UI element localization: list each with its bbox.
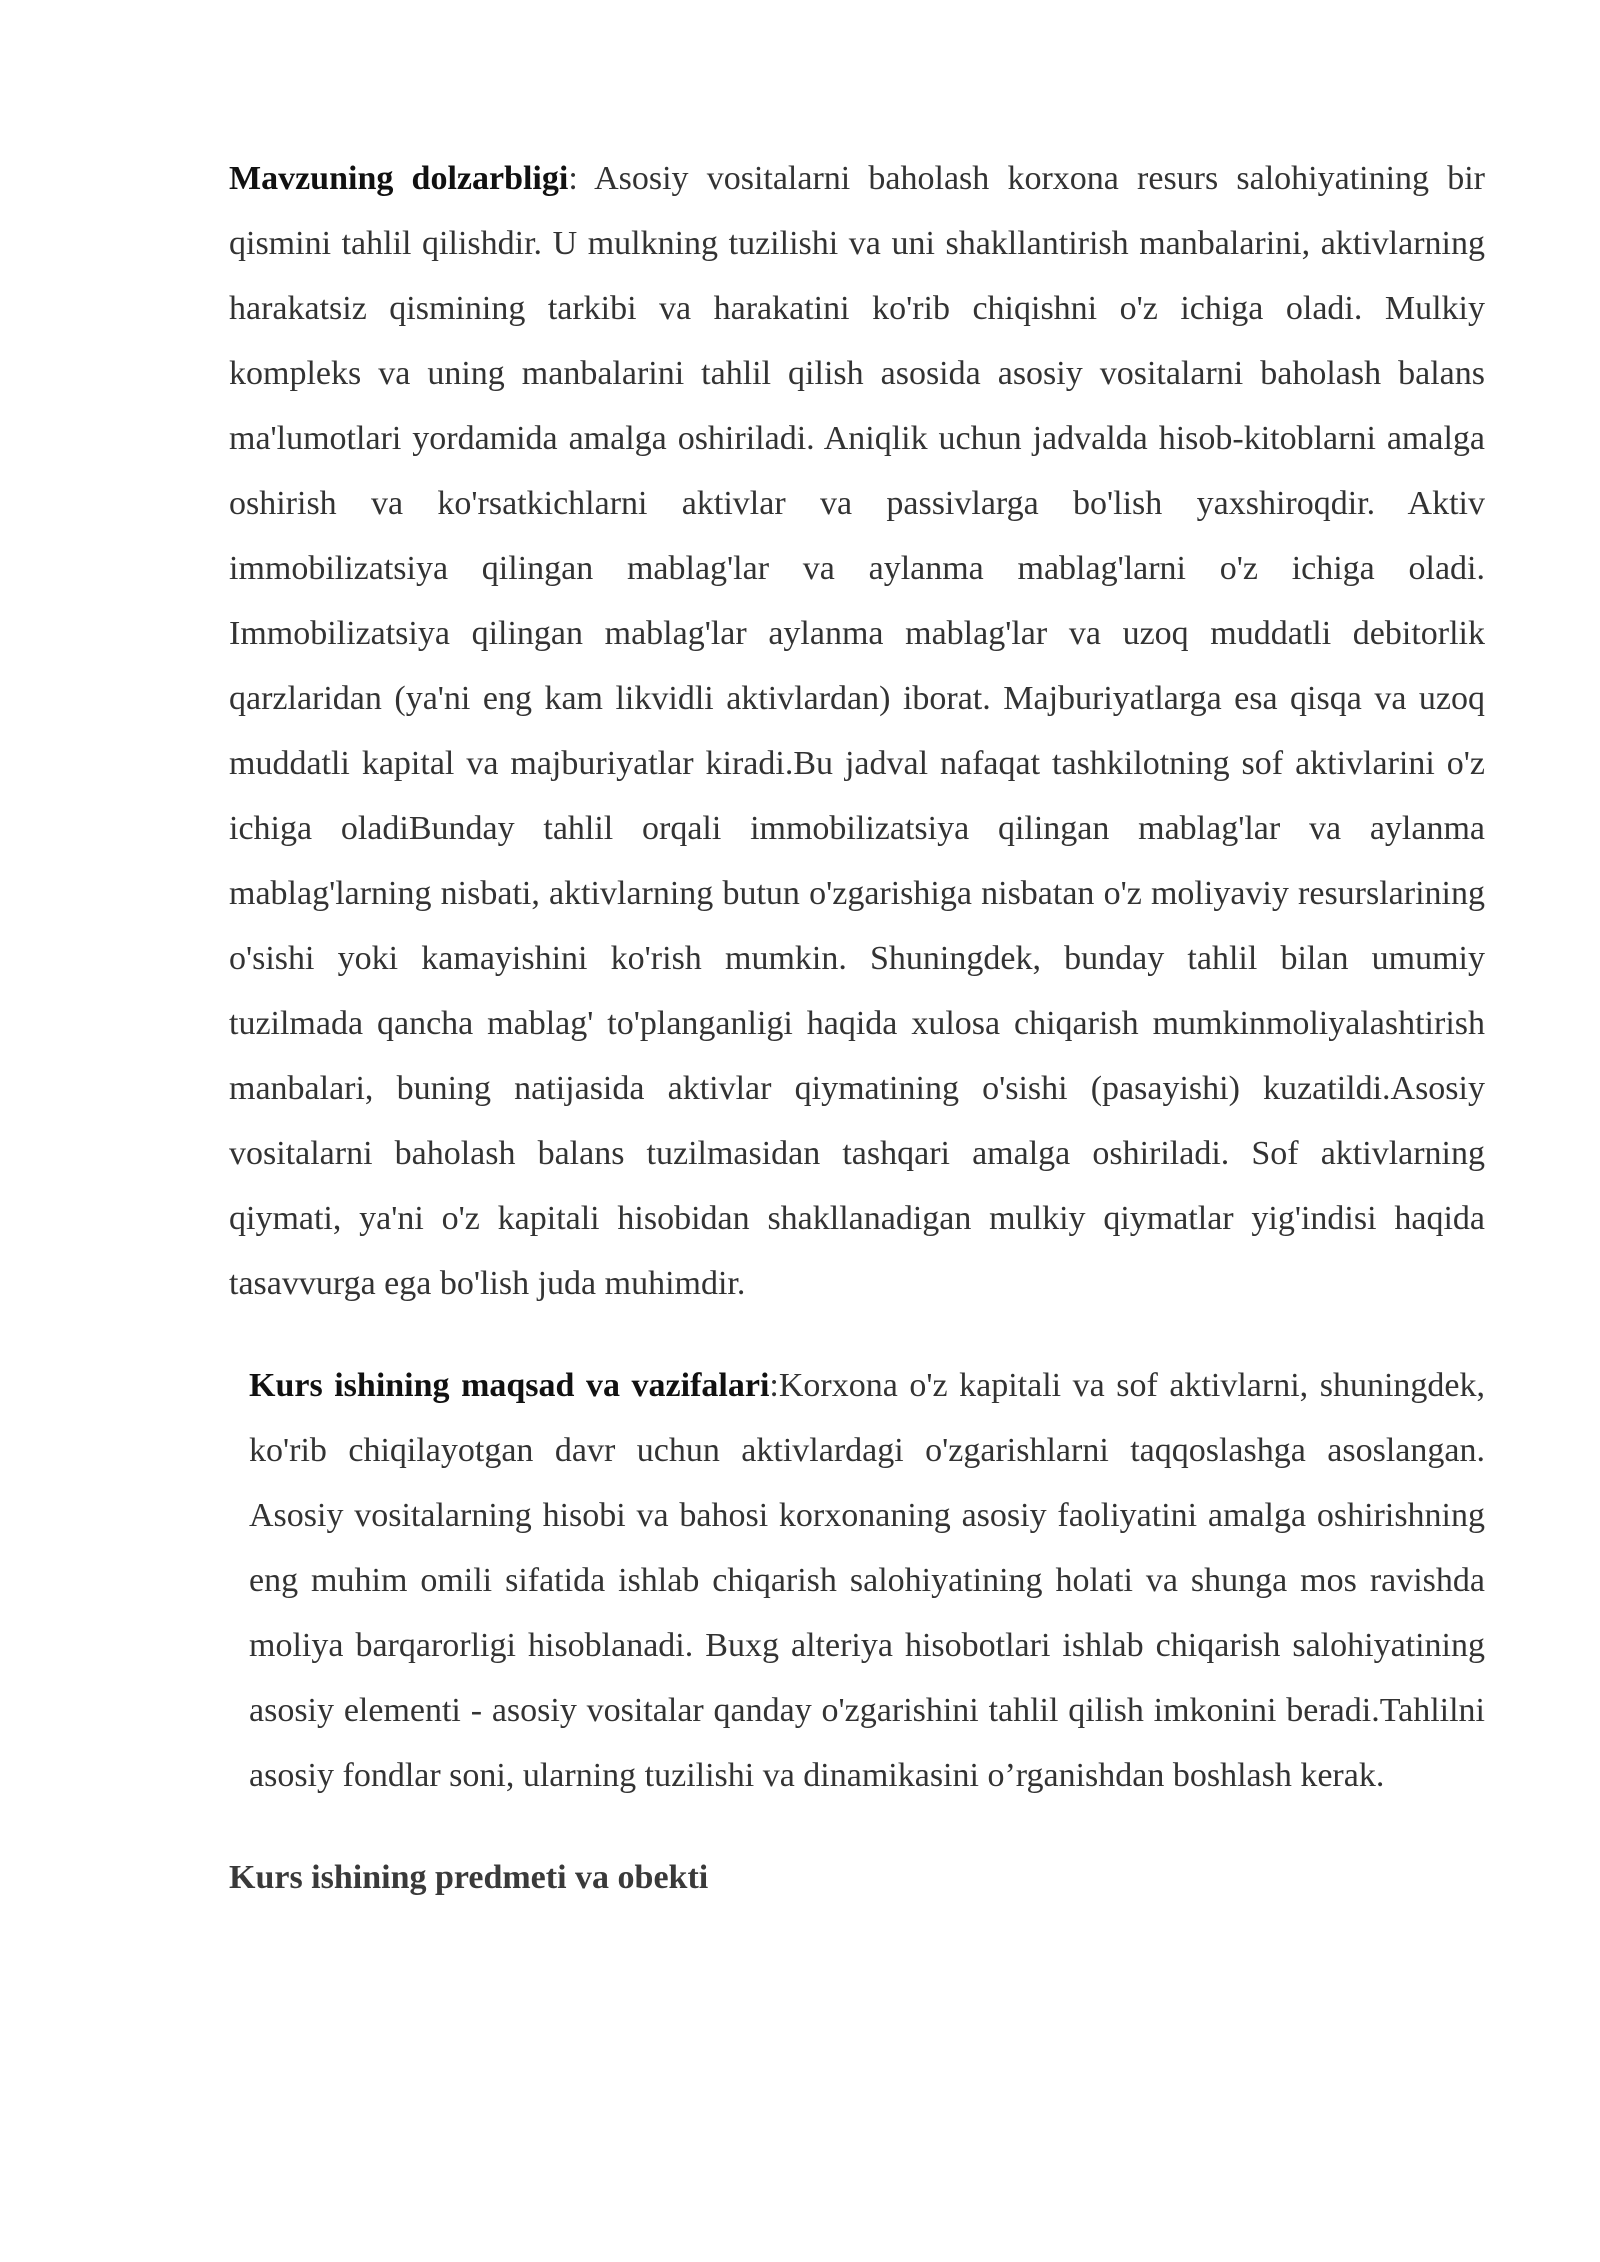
goals-lead: Kurs ishining maqsad va vazifalari [249, 1367, 770, 1404]
goals-text: Korxona o'z kapitali va sof aktivlarni, shuningdek, ko'rib chiqilayotgan davr uchun aktivlardagi o'zgarishlarni taqqoslashga asoslangan. Asosiy vositalarning hisobi va bahosi korxonaning asosiy faoliyatini amalga oshirishning eng muhim omili sifatida ishlab chiqarish salohiyatining holati va shunga mos ravishda moliya barqarorligi hisoblanadi. Buxg alteriya hisobotlari ishlab chiqarish salohiyatining asosiy elementi - asosiy vositalar qanday o'zgarishini tahlil qilish imkonini beradi.Tahlilni asosiy fondlar soni, ularning tuzilishi va dinamikasini o’rganishdan boshlash kerak. [249, 1367, 1485, 1794]
relevance-paragraph [229, 146, 1485, 1316]
relevance-text: Asosiy vositalarni baholash korxona resurs salohiyatining bir qismini tahlil qilishdir. U mulkning tuzilishi va uni shakllantirish manbalarini, aktivlarning harakatsiz qismining tarkibi va harakatini ko'rib chiqishni o'z ichiga oladi. Mulkiy kompleks va uning manbalarini tahlil qilish asosida asosiy vositalarni baholash balans ma'lumotlari yordamida amalga oshiriladi. Aniqlik uchun jadvalda hisob-kitoblarni amalga oshirish va ko'rsatkichlarni aktivlar va passivlarga bo'lish yaxshiroqdir. Aktiv immobilizatsiya qilingan mablag'lar va aylanma mablag'larni o'z ichiga oladi. Immobilizatsiya qilingan mablag'lar aylanma mablag'lar va uzoq muddatli debitorlik qarzlaridan (ya'ni eng kam likvidli aktivlardan) iborat. Majburiyatlarga esa qisqa va uzoq muddatli kapital va majburiyatlar kiradi.Bu jadval nafaqat tashkilotning sof aktivlarini o'z ichiga oladiBunday tahlil orqali immobilizatsiya qilingan mablag'lar va aylanma mablag'larning nisbati, aktivlarning butun o'zgarishiga nisbatan o'z moliyaviy resurslarining o'sishi yoki kamayishini ko'rish mumkin. Shuningdek, bunday tahlil bilan umumiy tuzilmada qancha mablag' to'planganligi haqida xulosa chiqarish mumkinmoliyalashtirish manbalari, buning natijasida aktivlar qiymatining o'sishi (pasayishi) kuzatildi.Asosiy vositalarni baholash balans tuzilmasidan tashqari amalga oshiriladi. Sof aktivlarning qiymati, ya'ni o'z kapitali hisobidan shakllanadigan mulkiy qiymatlar yig'indisi haqida tasavvurga ega bo'lish juda muhimdir. [229, 160, 1486, 1302]
subject-heading: Kurs ishining predmeti va obekti [229, 1859, 709, 1896]
goals-paragraph [229, 1353, 1485, 1808]
goals-separator: : [769, 1367, 779, 1404]
relevance-lead: Mavzuning dolzarbligi [229, 160, 569, 197]
document-page [229, 146, 1485, 1910]
relevance-separator: : [568, 160, 578, 197]
